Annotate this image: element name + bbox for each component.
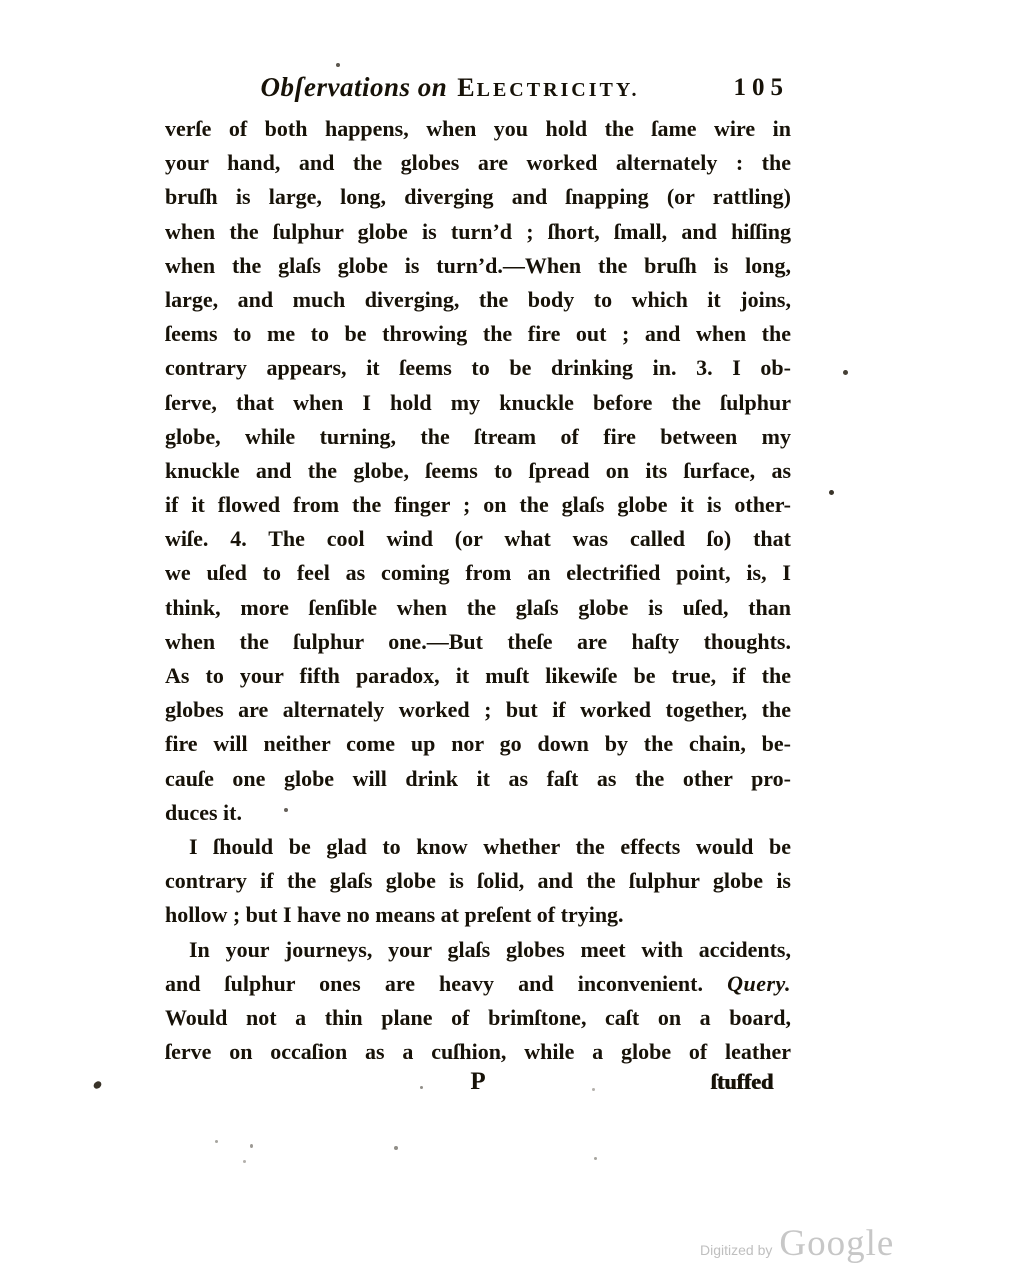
text-line-12 bbox=[165, 488, 791, 522]
line-text: when the ſulphur globe is turn’d ; ſhort, ſmall, and hiſſing bbox=[165, 218, 791, 244]
line-text: large, and much diverging, the body to which it joins, bbox=[165, 286, 791, 312]
text-line-24 bbox=[165, 898, 791, 932]
ink-speck bbox=[284, 808, 288, 812]
text-line-2 bbox=[165, 146, 791, 180]
page-number: 105 bbox=[733, 74, 789, 101]
ink-speck bbox=[336, 63, 340, 67]
line-text: think, more ſenſible when the glaſs globe is uſed, than bbox=[165, 594, 791, 620]
text-line-17 bbox=[165, 659, 791, 693]
line-text: duces it. bbox=[165, 799, 242, 825]
line-text: ſerve on occaſion as a cuſhion, while a globe of leather bbox=[165, 1039, 791, 1065]
line-text: In your journeys, your glaſs globes meet with accidents, bbox=[189, 936, 791, 962]
ink-speck bbox=[394, 1146, 398, 1150]
line-text: ſerve, that when I hold my knuckle before the ſulphur bbox=[165, 389, 791, 415]
line-text: knuckle and the globe, ſeems to ſpread on its ſurface, as bbox=[165, 457, 791, 483]
line-text: your hand, and the globes are worked alternately : the bbox=[165, 150, 791, 176]
text-line-15 bbox=[165, 591, 791, 625]
ink-speck bbox=[843, 370, 848, 375]
line-text: globes are alternately worked ; but if worked together, the bbox=[165, 697, 791, 723]
ink-speck bbox=[829, 490, 834, 495]
line-text: we uſed to feel as coming from an electrified point, is, I bbox=[165, 560, 791, 586]
line-text: wiſe. 4. The cool wind (or what was called ſo) that bbox=[165, 526, 791, 552]
running-title bbox=[137, 72, 763, 103]
text-line-5 bbox=[165, 249, 791, 283]
text-line-14 bbox=[165, 556, 791, 590]
text-line-25 bbox=[165, 933, 791, 967]
text-line-9 bbox=[165, 386, 791, 420]
ink-speck bbox=[215, 1140, 218, 1143]
text-line-11 bbox=[165, 454, 791, 488]
text-line-23 bbox=[165, 864, 791, 898]
page-header bbox=[165, 72, 791, 112]
text-line-6 bbox=[165, 283, 791, 317]
ink-speck bbox=[420, 1086, 423, 1089]
text-line-1 bbox=[165, 112, 791, 146]
running-title-italic: Obſervations on bbox=[260, 72, 448, 102]
text-line-20 bbox=[165, 762, 791, 796]
text-line-8 bbox=[165, 351, 791, 385]
signature-row bbox=[165, 1068, 791, 1102]
line-text: bruſh is large, long, diverging and ſnapping (or rattling) bbox=[165, 184, 791, 210]
google-logo: Google bbox=[779, 1223, 895, 1264]
signature-mark: P bbox=[470, 1068, 486, 1095]
text-line-21 bbox=[165, 796, 791, 830]
line-text: I ſhould be glad to know whether the effects would be bbox=[189, 833, 791, 859]
ink-speck bbox=[592, 1088, 595, 1091]
line-text: if it flowed from the finger ; on the glaſs globe it is other- bbox=[165, 492, 791, 518]
line-text: fire will neither come up nor go down by the chain, be- bbox=[165, 731, 791, 757]
text-line-7 bbox=[165, 317, 791, 351]
watermark bbox=[700, 1222, 894, 1265]
text-line-10 bbox=[165, 420, 791, 454]
line-text: globe, while turning, the ſtream of fire between my bbox=[165, 423, 791, 449]
line-text: verſe of both happens, when you hold the ſame wire in bbox=[165, 116, 791, 141]
text-line-19 bbox=[165, 727, 791, 761]
running-title-cap-initial: E bbox=[457, 73, 477, 102]
watermark-prefix: Digitized by bbox=[700, 1242, 773, 1258]
text-line-13 bbox=[165, 522, 791, 556]
text-line-27 bbox=[165, 1001, 791, 1035]
italic-word: Query. bbox=[727, 970, 791, 996]
line-text: Would not a thin plane of brimſtone, caſt on a board, bbox=[165, 1004, 791, 1030]
ink-speck bbox=[93, 1080, 103, 1090]
text-line-18 bbox=[165, 693, 791, 727]
line-text: cauſe one globe will drink it as faſt as the other pro- bbox=[165, 765, 791, 791]
line-text: and ſulphur ones are heavy and inconvenient. bbox=[165, 970, 728, 996]
text-line-16 bbox=[165, 625, 791, 659]
line-text: ſeems to me to be throwing the fire out ; and when the bbox=[165, 321, 791, 347]
line-text: hollow ; but I have no means at preſent of trying. bbox=[165, 902, 624, 928]
running-title-smallcaps: LECTRICITY. bbox=[476, 79, 640, 101]
text-line-28 bbox=[165, 1035, 791, 1069]
text-line-22 bbox=[165, 830, 791, 864]
catchword: ſtuffed bbox=[710, 1069, 773, 1094]
line-text: contrary appears, it ſeems to be drinking in. 3. I ob- bbox=[165, 355, 791, 381]
line-text: contrary if the glaſs globe is ſolid, and the ſulphur globe is bbox=[165, 868, 791, 894]
line-text: As to your fifth paradox, it muſt likewiſe be true, if the bbox=[165, 663, 791, 688]
text-line-4 bbox=[165, 215, 791, 249]
body-lines bbox=[165, 112, 791, 1069]
text-line-3 bbox=[165, 180, 791, 214]
ink-speck bbox=[243, 1160, 246, 1163]
ink-speck bbox=[250, 1144, 253, 1148]
ink-speck bbox=[594, 1157, 597, 1160]
line-text: when the glaſs globe is turn’d.—When the bruſh is long, bbox=[165, 252, 791, 278]
text-line-26 bbox=[165, 967, 791, 1001]
line-text: when the ſulphur one.—But theſe are haſty thoughts. bbox=[165, 628, 791, 654]
